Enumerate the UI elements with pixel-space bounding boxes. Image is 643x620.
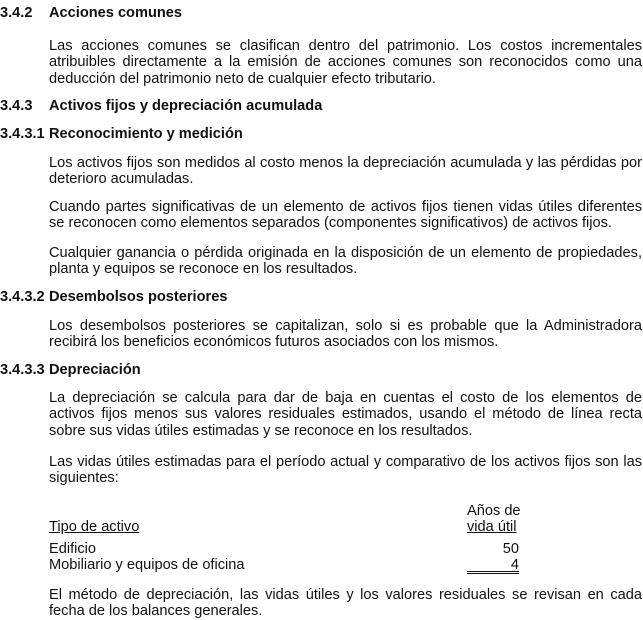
- table-row-label: Mobiliario y equipos de oficina: [49, 557, 245, 573]
- table-row-value: 4: [510, 557, 519, 573]
- column-header-line1: Años de: [467, 503, 521, 519]
- paragraph-vidas-utiles: Las vidas útiles estimadas para el período actual y comparativo de los activos fijos son las siguientes:: [49, 454, 642, 487]
- paragraph-partes-significativas: Cuando partes significativas de un elemento de activos fijos tienen vidas útiles diferentes se reconocen como elementos separados (componentes significativos) de activos fijos.: [49, 199, 642, 232]
- section-heading-3-4-2: [0, 5, 182, 21]
- table-row-value: 50: [502, 541, 519, 557]
- section-title: Activos fijos y depreciación acumulada: [49, 98, 323, 114]
- section-heading-3-4-3-1: [0, 126, 243, 142]
- paragraph-revision: El método de depreciación, las vidas útiles y los valores residuales se revisan en cada fecha de los balances generales.: [49, 587, 642, 620]
- column-header-line2: vida útil: [467, 519, 517, 536]
- section-title: Reconocimiento y medición: [49, 126, 243, 142]
- double-underline: [467, 571, 519, 574]
- useful-life-table: [49, 503, 529, 575]
- paragraph-ganancia-perdida: Cualquier ganancia o pérdida originada en la disposición de un elemento de propiedades, planta y equipos se reconoce en los resultados.: [49, 245, 642, 278]
- column-header-vida-util: [467, 503, 527, 536]
- section-number: 3.4.3.1: [0, 126, 45, 142]
- paragraph-reconocimiento: Los activos fijos son medidos al costo menos la depreciación acumulada y las pérdidas por deterioro acumuladas.: [49, 155, 642, 188]
- section-number: 3.4.3.2: [0, 289, 45, 305]
- section-number: 3.4.2: [0, 5, 33, 21]
- section-heading-3-4-3-2: [0, 289, 227, 305]
- section-title: Desembolsos posteriores: [49, 289, 228, 305]
- paragraph-acciones-comunes: Las acciones comunes se clasifican dentro del patrimonio. Los costos incrementales atribuibles directamente a la emisión de acciones comunes son reconocidos como una deducción del patrimonio neto de cualquier efecto tributario.: [49, 38, 642, 87]
- paragraph-desembolsos: Los desembolsos posteriores se capitalizan, solo si es probable que la Administradora recibirá los beneficios económicos futuros asociados con los mismos.: [49, 318, 642, 351]
- section-title: Depreciación: [49, 362, 141, 378]
- paragraph-depreciacion: La depreciación se calcula para dar de baja en cuentas el costo de los elementos de activos fijos menos sus valores residuales estimados, usando el método de línea recta sobre sus vidas útiles estimadas y se reconoce en los resultados.: [49, 390, 642, 439]
- section-heading-3-4-3-3: [0, 362, 141, 378]
- column-header-tipo-activo: Tipo de activo: [49, 519, 140, 535]
- section-number: 3.4.3.3: [0, 362, 45, 378]
- section-title: Acciones comunes: [49, 5, 183, 21]
- table-row-label: Edificio: [49, 541, 97, 557]
- section-heading-3-4-3: [0, 98, 322, 114]
- section-number: 3.4.3: [0, 98, 33, 114]
